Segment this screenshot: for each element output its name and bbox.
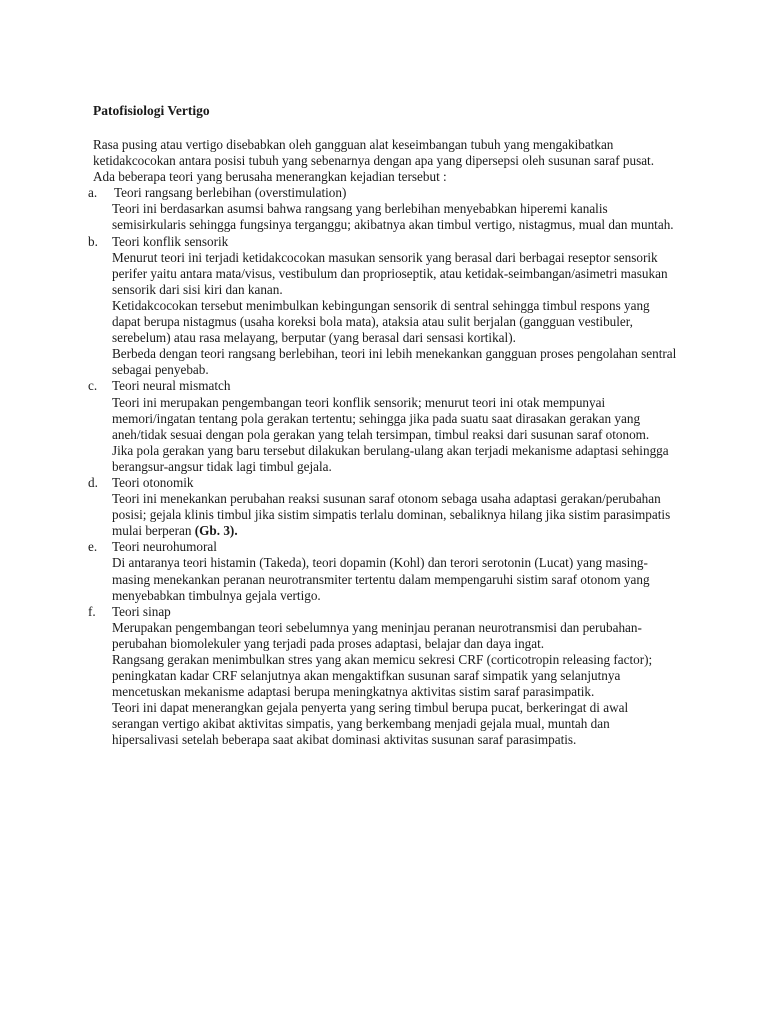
figure-reference: (Gb. 3).: [194, 523, 238, 539]
theory-title: Teori sinap: [112, 603, 171, 619]
document-body: [0, 137, 768, 749]
theory-item-overstimulation: [0, 185, 768, 233]
list-marker: e.: [88, 539, 98, 555]
theory-paragraph: Teori ini merupakan pengembangan teori konflik sensorik; menurut teori ini otak mempunyai memori/ingatan tentang pola gerakan tertentu; sehingga jika pada suatu saat dirasakan gerakan yang aneh/tidak sesuai dengan pola gerakan yang telah tersimpan, timbul reaksi dari susunan saraf otonom.: [112, 394, 650, 442]
theory-paragraph-text: Teori ini menekankan perubahan reaksi susunan saraf otonom sebaga usaha adaptasi gerakan/perubahan posisi; gejala klinis timbul jika sistim simpatis terlalu dominan, sebaliknya hilang jika sistim parasimpatis mulai berperan: [112, 491, 671, 539]
theory-paragraph: Ketidakcocokan tersebut menimbulkan kebingungan sensorik di sentral sehingga timbul respons yang dapat berupa nistagmus (usaha koreksi bola mata), ataksia atau sulit berjalan (gangguan vestibuler, serebelum) atau rasa melayang, berputar (yang berasal dari sensasi kortikal).: [112, 297, 650, 346]
list-marker: a.: [88, 185, 98, 201]
theory-paragraph: [112, 491, 677, 539]
theory-item-sensory-conflict: [0, 234, 768, 379]
theory-item-neural-mismatch: [0, 378, 768, 475]
list-marker: b.: [88, 233, 98, 249]
theory-paragraph: Menurut teori ini terjadi ketidakcocokan masukan sensorik yang berasal dari berbagai reseptor sensorik perifer yaitu antara mata/visus, vestibulum dan proprioseptik, atau ketidak-seimbangan/asimetri masukan sensorik dari sisi kiri dan kanan.: [112, 249, 668, 297]
theory-paragraph: Di antaranya teori histamin (Takeda), teori dopamin (Kohl) dan terori serotonin (Lucat) yang masing-masing menekankan peranan neurotransmiter tertentu dalam mempengaruhi sistim saraf otonom yang menyebabkan timbulnya gejala vertigo.: [112, 555, 650, 603]
theory-title: Teori otonomik: [112, 474, 194, 490]
theory-paragraph: Rangsang gerakan menimbulkan stres yang akan memicu sekresi CRF (corticotropin releasing factor); peningkatan kadar CRF selanjutnya akan mengaktifkan susunan saraf simpatik yang selanjutnya mencetuskan mekanisme adaptasi berupa meningkatnya aktivitas sistim saraf parasimpatik.: [112, 652, 653, 700]
intro-text: Rasa pusing atau vertigo disebabkan oleh gangguan alat keseimbangan tubuh yang mengakibatkan ketidakcocokan antara posisi tubuh yang sebenarnya dengan apa yang dipersepsi oleh susunan saraf pusat.: [93, 137, 655, 169]
theory-item-synapse: [0, 604, 768, 749]
theory-paragraph: Teori ini dapat menerangkan gejala penyerta yang sering timbul berupa pucat, berkeringat di awal serangan vertigo akibat aktivitas simpatis, yang berkembang menjadi gejala mual, muntah dan hipersalivasi setelah beberapa saat akibat dominasi aktivitas susunan saraf parasimpatis.: [112, 700, 629, 748]
lead-sentence: Ada beberapa teori yang berusaha menerangkan kejadian tersebut :: [93, 169, 447, 185]
intro-paragraph: [93, 137, 683, 169]
theory-title: Teori neurohumoral: [112, 539, 217, 555]
theory-paragraph: Merupakan pengembangan teori sebelumnya yang meninjau peranan neurotransmisi dan perubahan-perubahan biomolekuler yang terjadi pada proses adaptasi, belajar dan daya ingat.: [112, 619, 642, 651]
theory-item-neurohumoral: [0, 539, 768, 603]
theory-paragraph: Teori ini berdasarkan asumsi bahwa rangsang yang berlebihan menyebabkan hiperemi kanalis semisirkularis sehingga fungsinya terganggu; akibatnya akan timbul vertigo, nistagmus, mual dan muntah.: [112, 201, 674, 233]
list-marker: d.: [88, 474, 98, 490]
document-title: Patofisiologi Vertigo: [93, 103, 210, 118]
theory-list: [0, 185, 768, 748]
theory-title: Teori konflik sensorik: [112, 233, 229, 249]
theory-title: Teori neural mismatch: [112, 378, 231, 394]
theory-paragraph: Jika pola gerakan yang baru tersebut dilakukan berulang-ulang akan terjadi mekanisme adaptasi sehingga berangsur-angsur tidak lagi timbul gejala.: [112, 442, 669, 474]
list-marker: f.: [88, 603, 96, 619]
theory-paragraph: Berbeda dengan teori rangsang berlebihan, teori ini lebih menekankan gangguan proses pengolahan sentral sebagai penyebab.: [112, 346, 677, 378]
theory-item-autonomic: [0, 475, 768, 539]
list-marker: c.: [88, 378, 98, 394]
theory-title: Teori rangsang berlebihan (overstimulation): [114, 185, 347, 201]
